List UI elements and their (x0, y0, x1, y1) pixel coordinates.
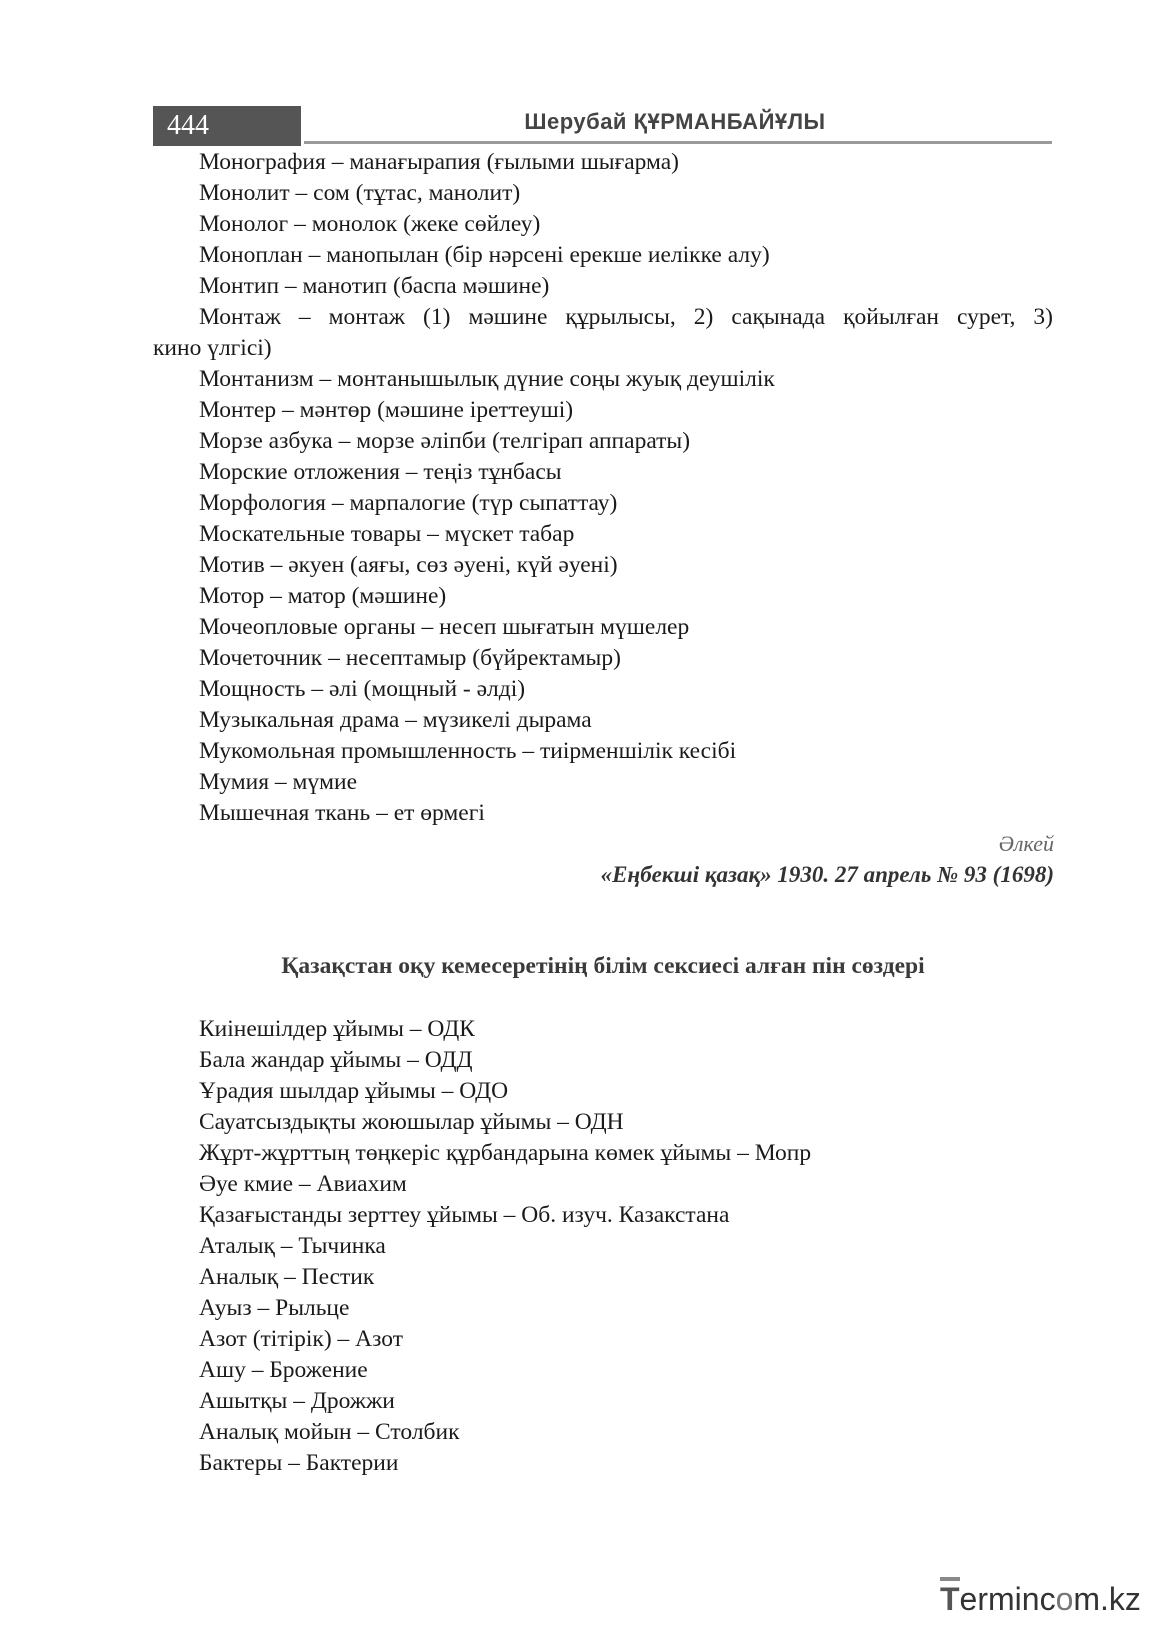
entry-line: Ұрадия шылдар ұйымы – ОДО (199, 1078, 509, 1104)
entry-line: Москательные товары – мүскет табар (199, 521, 575, 547)
entry-line: Жұрт-жұрттың төңкеріс құрбандарына көмек ұйымы – Мопр (199, 1140, 812, 1166)
entry-line-montazh-1: Монтаж – монтаж (1) мәшине құрылысы, 2) сақынада қойылған сурет, 3) (199, 304, 1053, 330)
entry-line: Бактеры – Бактерии (199, 1450, 399, 1476)
entry-line: Морские отложения – теңіз тұнбасы (199, 459, 562, 485)
entry-line: Ашу – Брожение (199, 1357, 368, 1383)
author-signature: Әлкей (998, 831, 1054, 856)
source-citation: «Еңбекші қазақ» 1930. 27 апрель № 93 (1698) (600, 862, 1054, 887)
logo-text: erminc (959, 1581, 1056, 1617)
entry-line: Морзе азбука – морзе әліпби (телгірап аппараты) (199, 428, 691, 454)
entry-line: Монолит – сом (тұтас, манолит) (199, 180, 521, 206)
entry-line: Бала жандар ұйымы – ОДД (199, 1047, 473, 1073)
running-head-author: Шерубай ҚҰРМАНБАЙҰЛЫ (524, 109, 826, 134)
entry-line-montazh-2: кино үлгісі) (153, 335, 272, 361)
entry-line: Сауатсыздықты жоюшылар ұйымы – ОДН (199, 1109, 624, 1135)
entry-line: Әуе кмие – Авиахим (199, 1171, 407, 1197)
entry-line: Моноплан – манопылан (бір нәрсені ерекше иелікке алу) (199, 242, 770, 268)
entry-line: Аналық мойын – Столбик (199, 1419, 460, 1445)
entry-line: Аналық – Пестик (199, 1264, 375, 1290)
entry-line: Монография – манағырапия (ғылыми шығарма) (199, 149, 680, 175)
entry-line: Мумия – мүмие (199, 769, 358, 795)
entry-line: Монолог – монолок (жеке сөйлеу) (199, 211, 541, 237)
entry-line: Мышечная ткань – ет өрмегі (199, 800, 485, 826)
entry-line: Монтип – манотип (баспа мәшине) (199, 273, 550, 299)
entry-line: Музыкальная драма – мүзикелі дырама (199, 707, 592, 733)
entry-line: Мочеопловые органы – несеп шығатын мүшелер (199, 614, 690, 640)
entry-line: Мотив – әкуен (аяғы, сөз әуені, күй әуені) (199, 552, 618, 578)
entry-line: Мукомольная промышленность – тиірменшілік кесібі (199, 738, 737, 764)
entry-line: Мощность – әлі (мощный - әлді) (199, 676, 526, 702)
entry-line: Ауыз – Рыльце (199, 1295, 350, 1321)
entry-line: Ашытқы – Дрожжи (199, 1388, 395, 1414)
termincom-logo (940, 1577, 1145, 1621)
entry-line: Мотор – матор (мәшине) (199, 583, 447, 609)
logo-o-mark: o (1055, 1581, 1074, 1617)
logo-t-mark: T (940, 1577, 960, 1617)
entry-line: Мочеточник – несептамыр (бүйректамыр) (199, 645, 621, 671)
entry-line: Морфология – марпалогие (түр сыпаттау) (199, 490, 618, 516)
entry-line: Монтанизм – монтанышылық дүние соңы жуық деушілік (199, 366, 775, 392)
entry-line: Киінешілдер ұйымы – ОДК (199, 1016, 475, 1042)
header-rule (304, 141, 1052, 144)
entry-line: Қазағыстанды зерттеу ұйымы – Об. изуч. Казакстана (199, 1202, 730, 1228)
logo-tail: m.kz (1073, 1581, 1141, 1617)
entry-line: Монтер – мәнтөр (мәшине іреттеуші) (199, 397, 574, 423)
entry-line: Аталық – Тычинка (199, 1233, 386, 1259)
entry-line: Азот (тітірік) – Азот (199, 1326, 403, 1352)
section-title: Қазақстан оқу кемесеретінің білім сексиесі алған пін сөздері (281, 953, 925, 979)
page-number: 444 (153, 106, 301, 146)
